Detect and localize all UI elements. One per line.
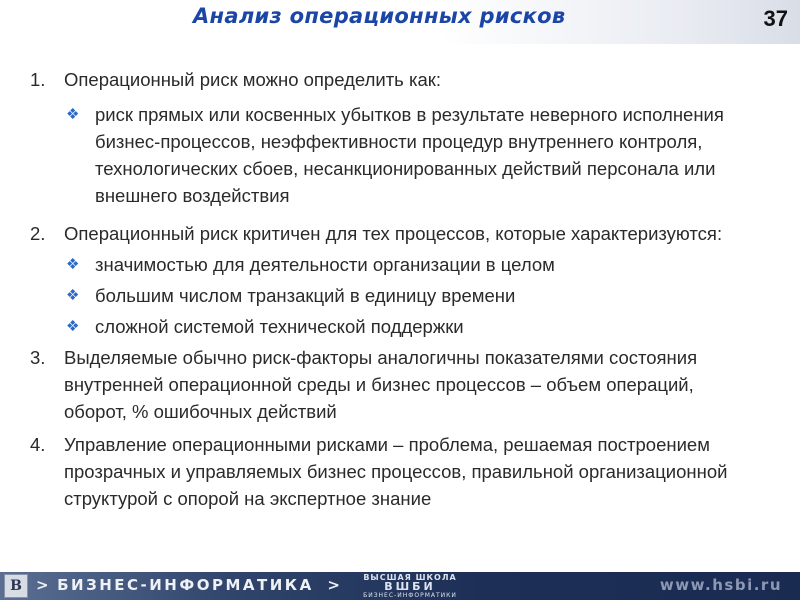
list-item-1 [30, 66, 760, 93]
diamond-bullet-icon: ❖ [66, 106, 80, 123]
arrow-icon: > [327, 576, 343, 594]
arrow-icon: > [36, 576, 52, 594]
list-text: Операционный риск критичен для тех процессов, которые характеризуются: [64, 223, 723, 244]
diamond-bullet-icon: ❖ [66, 287, 80, 304]
list-number: 4. [30, 434, 46, 455]
list-number: 1. [30, 69, 46, 90]
sub-list-item [30, 101, 760, 209]
school-line-3: БИЗНЕС-ИНФОРМАТИКИ [363, 592, 457, 599]
sub-list-item [30, 282, 760, 309]
school-line-1: ВЫСШАЯ ШКОЛА [363, 573, 457, 582]
slide-content [30, 66, 760, 512]
list-number: 2. [30, 223, 46, 244]
school-line-2: ВШБИ [384, 580, 436, 593]
list-item-3 [30, 344, 760, 425]
school-logo [350, 573, 470, 599]
sub-list-text: большим числом транзакций в единицу времени [95, 285, 516, 306]
brand-banner [36, 576, 349, 594]
brand-text: БИЗНЕС-ИНФОРМАТИКА [57, 576, 314, 594]
website-url[interactable]: www.hsbi.ru [659, 576, 782, 594]
sub-list-item [30, 251, 760, 278]
sub-list-item [30, 313, 760, 340]
slide-footer [0, 572, 800, 600]
slide-title: Анализ операционных рисков [193, 4, 566, 28]
logo-icon: В [4, 574, 28, 598]
sub-list-text: значимостью для деятельности организации в целом [95, 254, 555, 275]
diamond-bullet-icon: ❖ [66, 256, 80, 273]
page-number: 37 [763, 6, 788, 31]
sub-list-text: риск прямых или косвенных убытков в результате неверного исполнения бизнес-процессов, неэффективности процедур внутреннего контроля, технологических сбоев, несанкционированных действий персонала или внешнего воздействия [95, 104, 724, 206]
list-text: Выделяемые обычно риск-факторы аналогичны показателями состояния внутренней операционной среды и бизнес процессов – объем операций, оборот, % ошибочных действий [64, 347, 698, 422]
slide-header [0, 0, 800, 44]
list-item-4 [30, 431, 760, 512]
list-number: 3. [30, 347, 46, 368]
diamond-bullet-icon: ❖ [66, 318, 80, 335]
list-text: Управление операционными рисками – проблема, решаемая построением прозрачных и управляемых бизнес процессов, правильной организационной структурой с опорой на экспертное знание [64, 434, 728, 509]
list-item-2 [30, 220, 760, 247]
list-text: Операционный риск можно определить как: [64, 69, 441, 90]
sub-list-text: сложной системой технической поддержки [95, 316, 464, 337]
